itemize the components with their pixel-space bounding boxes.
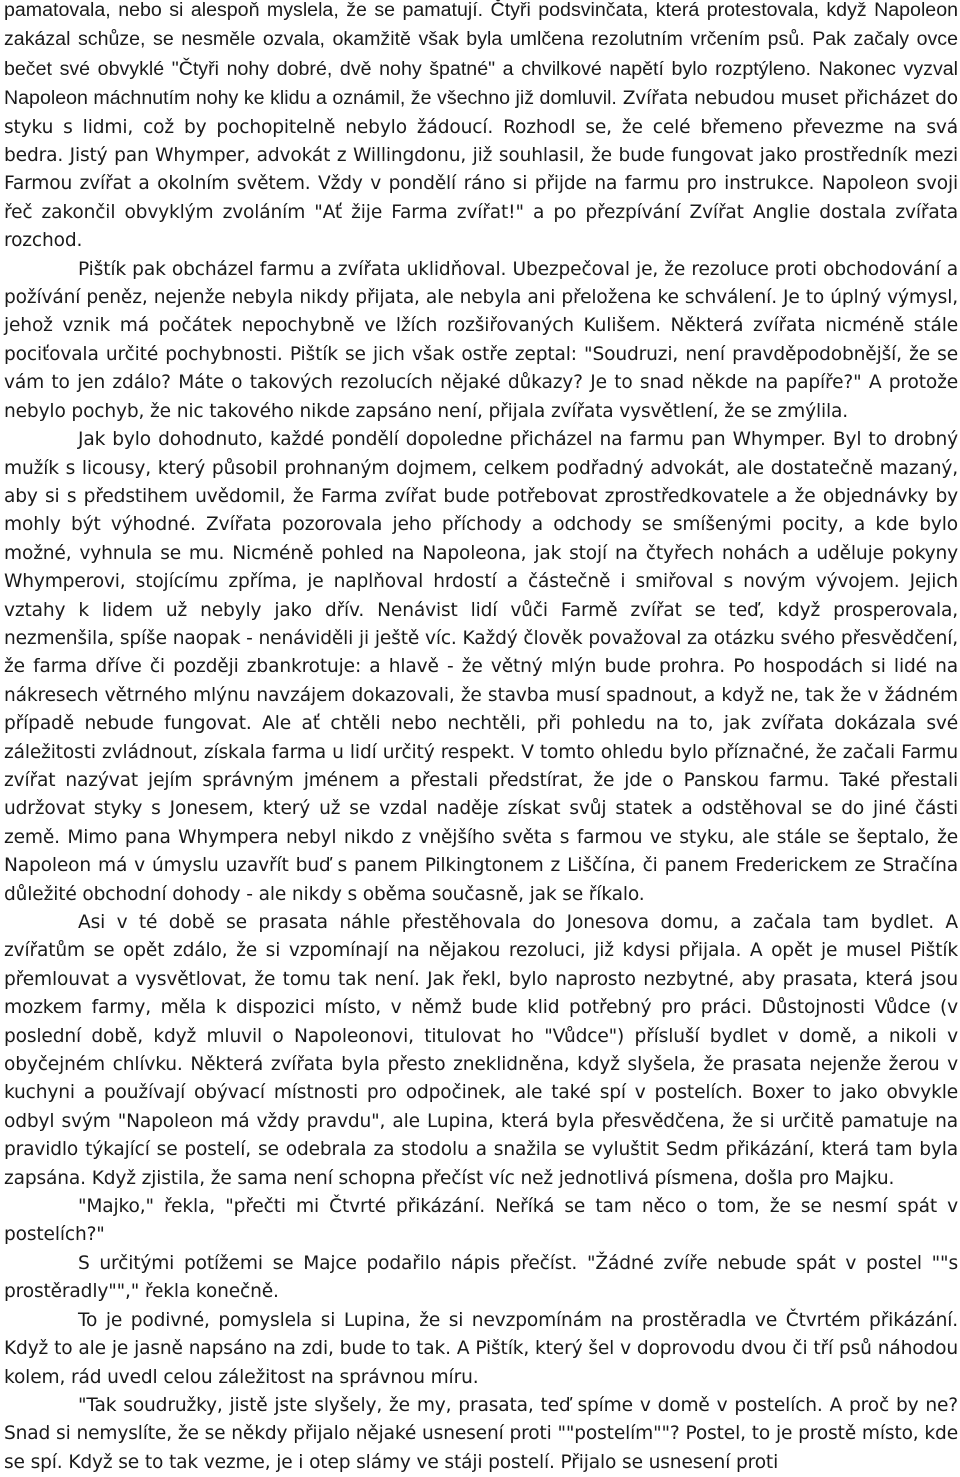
text-segment: To je podivné, pomyslela si Lupina, že si nevzpomínám na prostěradla ve Čtvrtém přikázání. Když to ale je jasně napsáno na zdi, bude to tak. A Pištík, který šel v doprovodu dvou či tří psů náhodou kolem, rád uvedl celou záležitost na správnou míru. — [4, 1309, 958, 1388]
text-segment: "Tak soudružky, jistě jste slyšely, že my, prasata, teď spíme v domě v postelích. A proč by ne? Snad si nemyslíte, že se někdy přijalo nějaké usnesení proti ""postelím""? Postel, to je prostě místo, kde se spí. Když se to tak vezme, je i otep slámy ve stáji postelí. Přijalo se usnesení proti — [4, 1394, 958, 1473]
text-segment: S určitými potížemi se Majce podařilo nápis přečíst. "Žádné zvíře nebude spát v postel ""s prostěradly""," řekla konečně. — [4, 1252, 958, 1303]
paragraph — [4, 0, 958, 256]
text-segment: Zvířata nebudou muset přicházet do styku s lidmi, což by pochopitelně nebylo žádoucí. Rozhodl se, že celé břemeno převezme na svá bedra. Jistý pan Whymper, advokát z Willingdonu, již souhlasil, že bude fungovat jako prostředník mezi Farmou zvířat a okolním světem. Vždy v pondělí ráno si přijde na farmu pro instrukce. Napoleon svoji řeč zakončil obvyklým zvoláním "Ať žije Farma zvířat!" a po přezpívání Zvířat Anglie dostala zvířata rozchod. — [4, 88, 958, 252]
text-segment: Asi v té době se prasata náhle přestěhovala do Jonesova domu, a začala tam bydlet. A zvířatům se opět zdálo, že si vzpomínají na nějakou rezoluci, již kdysi přijala. A opět je musel Pištík přemlouvat a vysvětlovat, že tomu tak není. Jak řekl, bylo naprosto nezbytné, aby prasata, která jsou mozkem farmy, měla k dispozici místo, v němž bude klid potřebný pro práci. Důstojnosti Vůdce (v poslední době, když mluvil o Napoleonovi, titulovat ho "Vůdce") přísluší bydlet v domě, a nikoli v obyčejném chlívku. Některá zvířata byla přesto zneklidněna, když slyšela, že prasata nejenže žerou v kuchyni a používají obývací místnosti pro odpočinek, ale také spí v postelích. Boxer to jako obvykle odbyl svým "Napoleon má vždy pravdu", ale Lupina, která byla přesvědčena, že si určitě pamatuje na pravidlo týkající se postelí, se odebrala za stodolu a snažila se vyluštit Sedm přikázání, která tam byla zapsána. Když zjistila, že sama není schopna přečíst víc než jednotlivá písmena, došla pro Majku. — [4, 912, 958, 1189]
text-segment: Jak bylo dohodnuto, každé pondělí dopoledne přicházel na farmu pan Whymper. Byl to drobný mužík s licousy, který působil prohnaným dojmem, celkem podřadný advokát, ale dostatečně mazaný, aby si s předstihem uvědomil, že Farma zvířat bude potřebovat zprostředkovatele a že objednávky by mohly být výhodné. Zvířata pozorovala jeho příchody a odchody se smíšenými pocity, a kde bylo možné, vyhnula se mu. Nicméně pohled na Napoleona, jak stojí na čtyřech nohách a uděluje pokyny Whymperovi, stojícímu zpříma, je naplňoval hrdostí a částečně i smiřoval s novým vývojem. Jejich vztahy k lidem už nebyly jako dřív. Nenávist lidí vůči Farmě zvířat se teď, když prosperovala, nezmenšila, spíše naopak - nenáviděli ji ještě víc. Každý člověk považoval za otázku svého přesvědčení, že farma dříve či později zbankrotuje: a hlavě - že větný mlýn bude prohra. Po hospodách si lidé na nákresech větrného mlýnu navzájem dokazovali, že stavba musí spadnout, a když ne, tak že v žádném případě nebude fungovat. Ale ať chtěli nebo nechtěli, při pohledu na to, jak zvířata dokázala své záležitosti zvládnout, získala farma u lidí určitý respekt. V tomto ohledu bylo příznačné, že začali Farmu zvířat nazývat jejím správným jménem a přestali předstírat, že jde o Panskou farmu. Také přestali udržovat styky s Jonesem, který už se vzdal naděje získat svůj statek a odstěhoval se do jiné části země. Mimo pana Whympera nebyl nikdo z vnějšího světa s farmou ve styku, ale stále se šeptalo, že Napoleon má v úmyslu uzavřít buď s panem Pilkingtonem z Liščína, či panem Frederickem ze Stračína důležité obchodní dohody - ale nikdy s oběma současně, jak se říkalo. — [4, 429, 958, 905]
document-page — [4, 0, 958, 1477]
paragraph — [4, 909, 958, 1193]
paragraph — [4, 1392, 958, 1477]
text-segment: Pištík pak obcházel farmu a zvířata uklidňoval. Ubezpečoval je, že rezoluce proti obchodování a požívání peněz, nejenže nebyla nikdy přijata, ale nebyla ani přeložena ke schválení. Je to úplný výmysl, jehož vznik má počátek nepochybně ve lžích rozšiřovaných Kulišem. Některá zvířata nicméně stále pociťovala určité pochybnosti. Pištík se jich však ostře zeptal: "Soudruzi, není pravděpodobnější, že se vám to jen zdálo? Máte o takových rezolucích nějaké důkazy? Je to snad někde na papíře?" A protože nebylo pochyb, že nic takového nikde zapsáno není, přijala zvířata vysvětlení, že se zmýlila. — [4, 258, 958, 422]
text-segment: "Majko," řekla, "přečti mi Čtvrté přikázání. Neříká se tam něco o tom, že se nesmí spát v postelích?" — [4, 1196, 958, 1246]
text-segment: pamatovala, nebo si alespoň myslela, že se pamatují. Čtyři podsvinčata, která protestovala, když Napoleon zakázal schůze, se nesměle ozvala, okamžitě však byla umlčena rezolutním vrčením psů. Pak začaly ovce bečet své obvyklé "Čtyři nohy dobré, dvě nohy špatné" a chvilkové napětí bylo rozptýleno. Nakonec vyzval Napoleon máchnutím nohy ke klidu a oznámil, že všechno již domluvil. — [4, 0, 958, 110]
paragraph — [4, 1307, 958, 1392]
paragraph — [4, 1250, 958, 1307]
paragraph — [4, 1193, 958, 1250]
paragraph — [4, 256, 958, 426]
paragraph — [4, 426, 958, 909]
